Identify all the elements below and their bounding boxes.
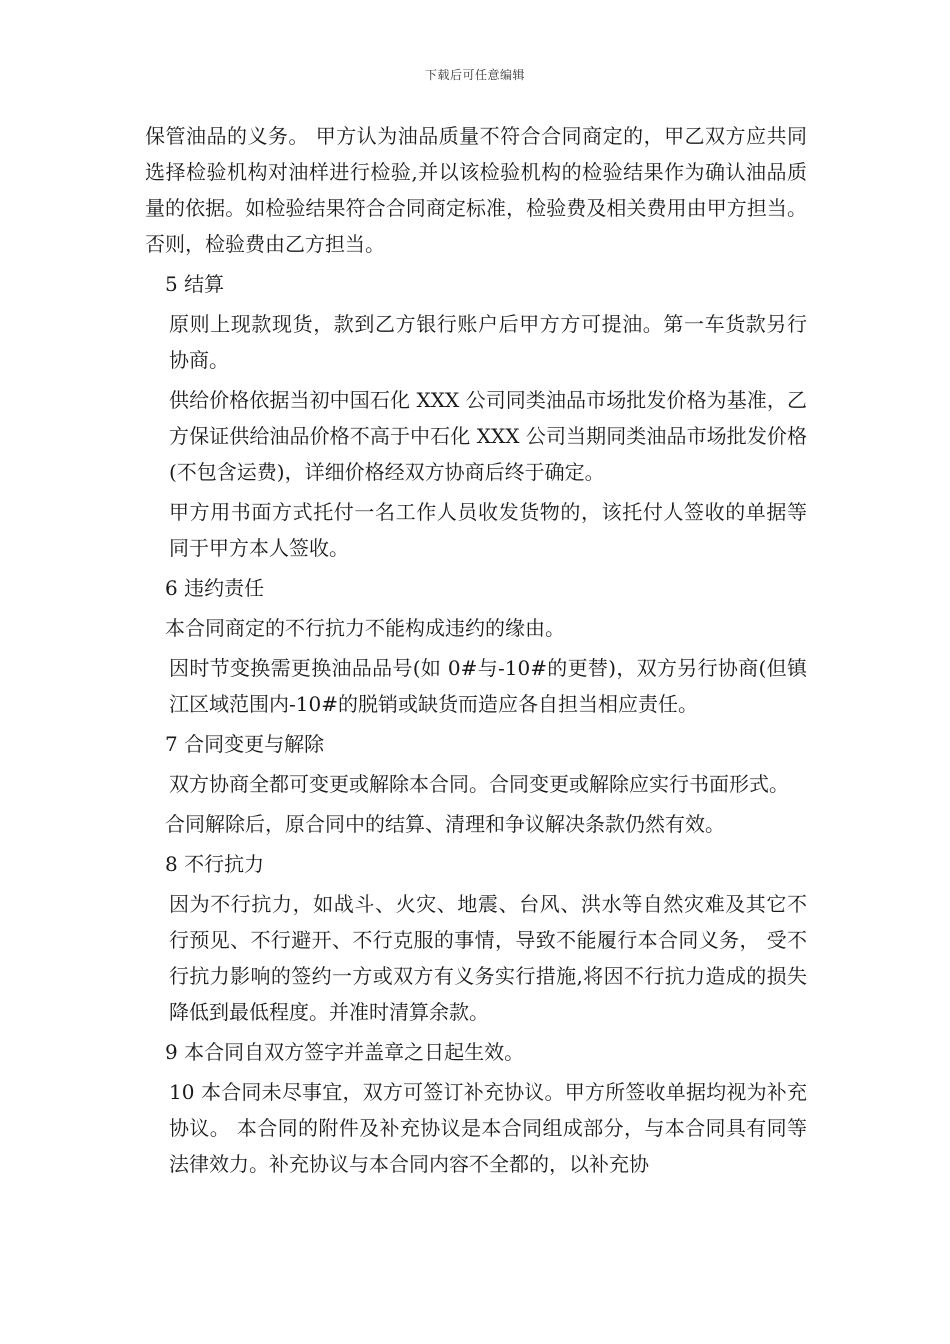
paragraph-quality-inspection: 保管油品的义务。 甲方认为油品质量不符合合同商定的，甲乙双方应共同选择检验机构对油样进行检验,并以该检验机构的检验结果作为确认油品质量的依据。如检验结果符合合同商定标准，检验费及相关费用由甲方担当。否则，检验费由乙方担当。 bbox=[145, 124, 807, 256]
section-heading-settlement: 5 结算 bbox=[165, 272, 225, 296]
document-body bbox=[145, 118, 807, 1186]
paragraph-termination-validity: 合同解除后，原合同中的结算、清理和争议解决条款仍然有效。 bbox=[165, 812, 725, 836]
paragraph-payment-principle: 原则上现款现货，款到乙方银行账户后甲方方可提油。第一车货款另行协商。 bbox=[169, 312, 807, 372]
paragraph-authorized-receiver: 甲方用书面方式托付一名工作人员收发货物的，该托付人签收的单据等同于甲方本人签收。 bbox=[169, 500, 807, 560]
paragraph-modification-written: 双方协商全都可变更或解除本合同。合同变更或解除应实行书面形式。 bbox=[169, 772, 789, 796]
section-heading-force-majeure: 8 不行抗力 bbox=[165, 852, 265, 876]
section-heading-effective-date: 9 本合同自双方签字并盖章之日起生效。 bbox=[165, 1040, 525, 1064]
paragraph-seasonal-grade-change: 因时节变换需更换油品品号(如 0#与-10#的更替)，双方另行协商(但镇江区域范围内-10#的脱销或缺货而造应各自担当相应责任。 bbox=[169, 656, 807, 716]
paragraph-supply-price: 供给价格依据当初中国石化 XXX 公司同类油品市场批发价格为基准，乙方保证供给油品价格不高于中石化 XXX 公司当期同类油品市场批发价格(不包含运费)，详细价格经双方协商后终于确定。 bbox=[169, 388, 807, 484]
paragraph-force-majeure-detail: 因为不行抗力，如战斗、火灾、地震、台风、洪水等自然灾难及其它不行预见、不行避开、不行克服的事情，导致不能履行本合同义务， 受不行抗力影响的签约一方或双方有义务实行措施,将因不行抗力造成的损失降低到最低程度。并准时清算余款。 bbox=[169, 892, 807, 1024]
paragraph-supplementary-agreement: 10 本合同未尽事宜，双方可签订补充协议。甲方所签收单据均视为补充协议。 本合同的附件及补充协议是本合同组成部分，与本合同具有同等法律效力。补充协议与本合同内容不全都的，以补充协 bbox=[169, 1080, 807, 1176]
page-header: 下载后可任意编辑 bbox=[424, 68, 525, 82]
section-heading-modification: 7 合同变更与解除 bbox=[165, 732, 325, 756]
section-heading-liability: 6 违约责任 bbox=[165, 576, 265, 600]
paragraph-force-majeure-exception: 本合同商定的不行抗力不能构成违约的缘由。 bbox=[165, 616, 565, 640]
